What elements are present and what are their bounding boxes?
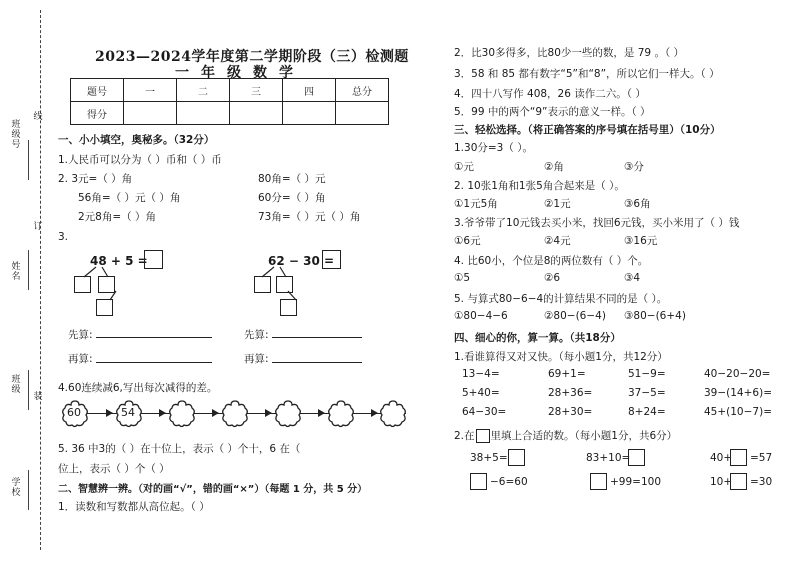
- score-cell: 一: [124, 79, 177, 102]
- score-input-cell[interactable]: [230, 102, 283, 125]
- flower-answer-slot[interactable]: [378, 399, 408, 429]
- part3-q5-option-3: ③80−(6+4): [624, 310, 686, 322]
- binding-underline: [28, 370, 29, 410]
- sequence-start-value: 60: [67, 406, 81, 419]
- part1-q5-line2: 位上，表示（ ）个（ ）: [58, 463, 170, 475]
- part3-q3-option-3: ③16元: [624, 235, 658, 247]
- binding-label-zhuang: 装: [33, 392, 43, 402]
- exam-title: 2023—2024学年度第二学期阶段（三）检测题: [95, 49, 409, 65]
- part1-q2f: 73角=（ ）元（ ）角: [258, 211, 361, 223]
- fill-item: 38+5=: [470, 452, 508, 464]
- part3-q4-option-2: ②6: [544, 272, 561, 284]
- binding-underline: [28, 140, 29, 180]
- calc-item: 39−(14+6)=: [704, 387, 772, 399]
- arrow-icon: [265, 409, 272, 417]
- part1-q5-line1: 5. 36 中3的（ ）在十位上，表示（ ）个十，6 在（: [58, 443, 301, 455]
- part4-q2-heading-pre: 2.在: [454, 430, 475, 442]
- calc-item: 28+36=: [548, 387, 593, 399]
- binding-label-class: 班级: [11, 375, 21, 395]
- binding-underline: [28, 250, 29, 290]
- score-input-cell[interactable]: [283, 102, 336, 125]
- answer-box[interactable]: [322, 250, 341, 269]
- calc-item: 40−20−20=: [704, 368, 771, 380]
- score-cell: 三: [230, 79, 283, 102]
- part1-q2d: 60分=（ ）角: [258, 192, 326, 204]
- fill-item: 10+: [710, 476, 733, 488]
- part1-heading: 一、小小填空，奥秘多。（32分）: [58, 134, 215, 146]
- part3-q1-option-3: ③分: [624, 161, 644, 173]
- answer-line[interactable]: [96, 337, 212, 338]
- score-table: [70, 78, 389, 125]
- then-step-label: 再算:: [68, 353, 93, 365]
- arrow-icon: [106, 409, 113, 417]
- calc-item: 5+40=: [462, 387, 500, 399]
- score-cell: 四: [283, 79, 336, 102]
- q3-expression-1: 48 + 5 =: [90, 254, 148, 268]
- exam-subtitle: 一年级数学: [175, 65, 305, 81]
- answer-box[interactable]: [254, 276, 271, 293]
- calc-item: 51−9=: [628, 368, 666, 380]
- score-input-cell[interactable]: [124, 102, 177, 125]
- part3-q5-option-1: ①80−4−6: [454, 310, 508, 322]
- part3-q2-option-3: ③6角: [624, 198, 651, 210]
- answer-box[interactable]: [628, 449, 645, 466]
- first-step-label: 先算:: [68, 329, 93, 341]
- arrow-icon: [371, 409, 378, 417]
- score-cell: 总分: [336, 79, 389, 102]
- calc-item: 69+1=: [548, 368, 586, 380]
- answer-box[interactable]: [730, 473, 747, 490]
- calc-item: 28+30=: [548, 406, 593, 418]
- score-cell: 题号: [71, 79, 124, 102]
- score-input-cell[interactable]: [336, 102, 389, 125]
- binding-label-line: 线: [33, 112, 43, 122]
- part2-q1: 1．读数和写数都从高位起。（ ）: [58, 501, 210, 513]
- flower-answer-slot[interactable]: [273, 399, 303, 429]
- flower-answer-slot[interactable]: [167, 399, 197, 429]
- part3-q3-option-1: ①6元: [454, 235, 481, 247]
- binding-label-class-no: 班级号: [11, 120, 21, 150]
- calc-item: 13−4=: [462, 368, 500, 380]
- part3-q2-option-1: ①1元5角: [454, 198, 498, 210]
- part3-q4: 4. 比60小，个位是8的两位数有（ ）个。: [454, 255, 649, 267]
- fill-item: =30: [750, 476, 773, 488]
- part3-q3-option-2: ②4元: [544, 235, 571, 247]
- part2-q3: 3．58 和 85 都有数字“5”和“8”，所以它们一样大。（ ）: [454, 68, 720, 80]
- flower-answer-slot[interactable]: [220, 399, 250, 429]
- calc-item: 64−30=: [462, 406, 507, 418]
- part1-q1: 1.人民币可以分为（ ）币和（ ）币: [58, 154, 222, 166]
- answer-box[interactable]: [508, 449, 525, 466]
- part1-q2b: 80角=（ ）元: [258, 173, 326, 185]
- score-table-header-row: [71, 79, 389, 102]
- part2-heading: 二、智慧辨一辨。（对的画“√”，错的画“×”）（每题 1 分，共 5 分）: [58, 484, 368, 495]
- fill-item: 83+10=: [586, 452, 631, 464]
- answer-box[interactable]: [96, 299, 113, 316]
- part3-q2: 2. 10张1角和1张5角合起来是（ ）。: [454, 180, 625, 192]
- answer-line[interactable]: [272, 362, 362, 363]
- binding-label-ding: 订: [33, 222, 43, 232]
- part3-q1: 1.30分=3（ ）。: [454, 142, 533, 154]
- part1-q3-number: 3.: [58, 231, 69, 243]
- part3-q3: 3.爷爷带了10元钱去买小米，找回6元钱，买小米用了（ ）钱: [454, 217, 740, 229]
- part4-q2-heading: [454, 428, 677, 443]
- part4-q1-heading: 1.看谁算得又对又快。（每小题1分，共12分）: [454, 351, 668, 363]
- part4-q2-heading-post: 里填上合适的数。（每小题1分，共6分）: [490, 430, 678, 442]
- fill-item: −6=60: [490, 476, 528, 488]
- part4-heading: 四、细心的你，算一算。（共18分）: [454, 332, 621, 344]
- box-icon: [476, 429, 490, 443]
- fill-item: +99=100: [610, 476, 661, 488]
- part3-q5-option-2: ②80−(6−4): [544, 310, 606, 322]
- answer-line[interactable]: [96, 362, 212, 363]
- part3-heading: 三、轻松选择。（将正确答案的序号填在括号里）（10分）: [454, 124, 721, 136]
- part2-q2: 2．比30多得多，比80少一些的数，是 79 。（ ）: [454, 47, 685, 59]
- part3-q4-option-3: ③4: [624, 272, 641, 284]
- binding-underline: [28, 470, 29, 510]
- q3-expression-2: 62 − 30 =: [268, 254, 335, 268]
- arrow-icon: [318, 409, 325, 417]
- answer-box[interactable]: [144, 250, 163, 269]
- answer-box[interactable]: [470, 473, 487, 490]
- flower-answer-slot[interactable]: [326, 399, 356, 429]
- answer-box[interactable]: [590, 473, 607, 490]
- fill-item: 40+: [710, 452, 733, 464]
- binding-line: [40, 10, 41, 550]
- answer-box[interactable]: [74, 276, 91, 293]
- fill-item: =57: [750, 452, 773, 464]
- score-input-cell[interactable]: [177, 102, 230, 125]
- binding-label-school: 学校: [11, 478, 21, 498]
- answer-line[interactable]: [272, 337, 362, 338]
- then-step-label: 再算:: [244, 353, 269, 365]
- calc-item: 45+(10−7)=: [704, 406, 772, 418]
- calc-item: 37−5=: [628, 387, 666, 399]
- part3-q5: 5. 与算式80−6−4的计算结果不同的是（ ）。: [454, 293, 668, 305]
- score-cell: 二: [177, 79, 230, 102]
- score-cell: 得分: [71, 102, 124, 125]
- arrow-icon: [212, 409, 219, 417]
- part2-q4: 4．四十八写作 408，26 读作二六。（ ）: [454, 88, 646, 100]
- part1-q4: 4.60连续减6,写出每次减得的差。: [58, 382, 218, 394]
- first-step-label: 先算:: [244, 329, 269, 341]
- binding-label-name: 姓名: [11, 262, 21, 282]
- answer-box[interactable]: [280, 299, 297, 316]
- part2-q5: 5．99 中的两个“9”表示的意义一样。（ ）: [454, 106, 651, 118]
- part3-q1-option-1: ①元: [454, 161, 474, 173]
- calc-item: 8+24=: [628, 406, 666, 418]
- part1-q2c: 56角=（ ）元（ ）角: [78, 192, 181, 204]
- part1-q2e: 2元8角=（ ）角: [78, 211, 156, 223]
- part3-q2-option-2: ②1元: [544, 198, 571, 210]
- arrow-icon: [159, 409, 166, 417]
- part3-q4-option-1: ①5: [454, 272, 471, 284]
- part1-q2a: 2. 3元=（ ）角: [58, 173, 133, 185]
- score-table-score-row: [71, 102, 389, 125]
- sequence-second-value: 54: [121, 406, 135, 419]
- answer-box[interactable]: [730, 449, 747, 466]
- part3-q1-option-2: ②角: [544, 161, 564, 173]
